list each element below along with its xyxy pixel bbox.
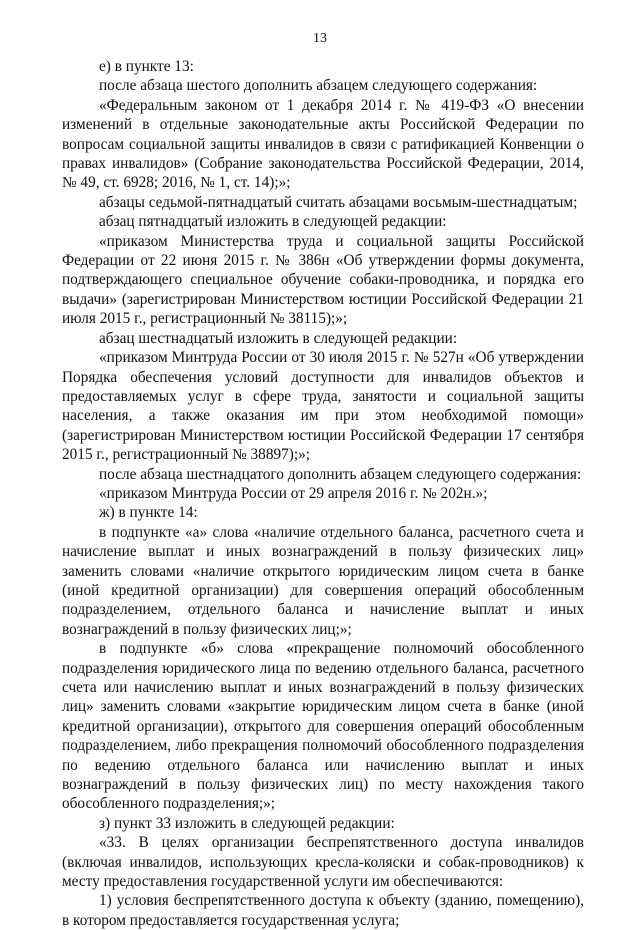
- paragraph: ж) в пункте 14:: [99, 504, 198, 522]
- paragraph: «приказом Минтруда России от 30 июля 2015 г. № 527н «Об утверждении Порядка обеспечения условий доступности для инвалидов объектов и предоставляемых услуг в сфере труда, занятости и социальной защиты населения, а также оказания им при этом необходимой помощи» (зарегистрирован Министерством юстиции Российской Федерации 17 сентября 2015 г., регистрационный № 38897);»;: [62, 349, 584, 464]
- paragraph: в подпункте «б» слова «прекращение полномочий обособленного подразделения юридического лица по ведению отдельного баланса, расчетного счета или начислению выплат и иных вознаграждений в пользу физических лиц» заменить словами «закрытие юридическим лицом счета в банке (иной кредитной организации), открытого для совершения операций обособленным подразделением, либо прекращения полномочий обособленного подразделения по ведению отдельного баланса или начислению выплат и иных вознаграждений в пользу физических лиц) по месту нахождения такого обособленного подразделения;»;: [62, 640, 584, 813]
- paragraph: 1) условия беспрепятственного доступа к объекту (зданию, помещению), в котором предоставляется государственная услуга;: [62, 892, 584, 929]
- paragraph: в подпункте «а» слова «наличие отдельного баланса, расчетного счета и начисление выплат и иных вознаграждений в пользу физических лиц» заменить словами «наличие открытого юридическим лицом счета в банке (иной кредитной организации) для совершения операций обособленным подразделением, отдельного баланса и начисление выплат и иных вознаграждений в пользу физических лиц;»;: [62, 523, 584, 638]
- paragraph: «приказом Министерства труда и социальной защиты Российской Федерации от 22 июня 2015 г. № 386н «Об утверждении формы документа, подтверждающего специальное обучение собаки-проводника, и порядка его выдачи» (зарегистрирован Министерством юстиции Российской Федерации 21 июля 2015 г., регистрационный № 38115);»;: [62, 232, 584, 328]
- paragraph: абзац шестнадцатый изложить в следующей редакции:: [99, 329, 458, 347]
- page-number: 13: [313, 31, 327, 46]
- paragraph: «приказом Минтруда России от 29 апреля 2016 г. № 202н.»;: [99, 484, 488, 502]
- paragraph: з) пункт 33 изложить в следующей редакции:: [99, 814, 395, 832]
- paragraph: после абзаца шестого дополнить абзацем следующего содержания:: [99, 77, 538, 95]
- paragraph: «Федеральным законом от 1 декабря 2014 г. № 419-ФЗ «О внесении изменений в отдельные законодательные акты Российской Федерации по вопросам социальной защиты инвалидов в связи с ратификацией Конвенции о правах инвалидов» (Собрание законодательства Российской Федерации, 2014, № 49, ст. 6928; 2016, № 1, ст. 14);»;: [62, 96, 584, 192]
- document-body: [62, 57, 584, 930]
- paragraph: после абзаца шестнадцатого дополнить абзацем следующего содержания:: [99, 465, 582, 483]
- paragraph: е) в пункте 13:: [99, 58, 194, 75]
- paragraph: абзацы седьмой-пятнадцатый считать абзацами восьмым-шестнадцатым;: [99, 193, 578, 211]
- paragraph: абзац пятнадцатый изложить в следующей редакции:: [99, 213, 447, 231]
- paragraph: «33. В целях организации беспрепятственного доступа инвалидов (включая инвалидов, использующих кресла-коляски и собак-проводников) к месту предоставления государственной услуги им обеспечиваются:: [62, 834, 584, 891]
